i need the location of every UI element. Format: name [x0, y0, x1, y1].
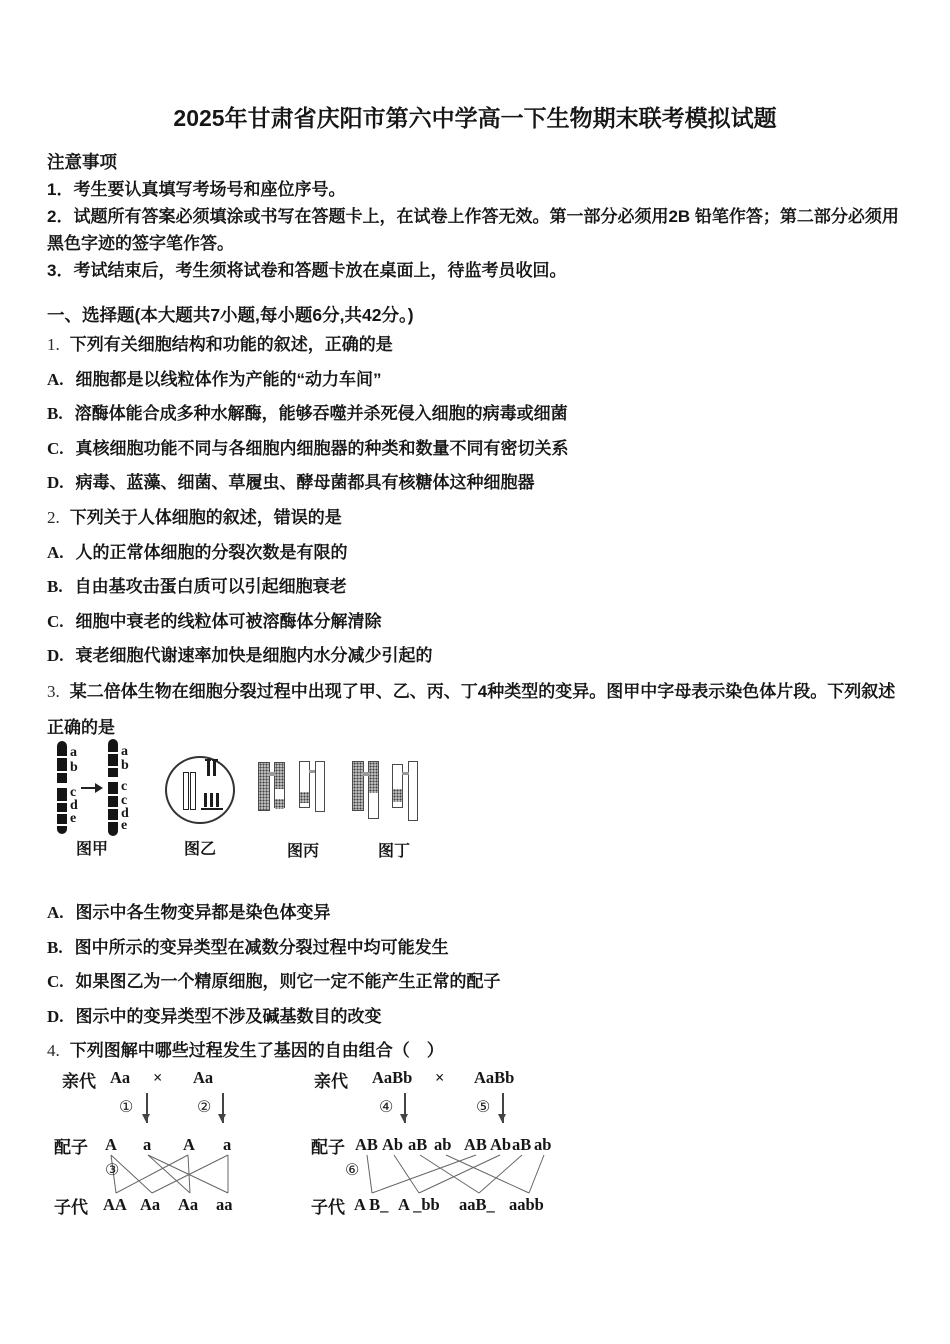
- shaded-segment: [393, 789, 402, 802]
- chromosome-before: [57, 741, 67, 834]
- parent-genotype: AaBb: [474, 1067, 515, 1087]
- cell-chromosome-bar: [204, 793, 207, 807]
- segment-divider: [108, 794, 118, 796]
- segment-label: d: [70, 797, 78, 813]
- figure-caption-ding: 图丁: [378, 842, 411, 860]
- option-text: 衰老细胞代谢速率加快是细胞内水分减少引起的: [75, 646, 433, 666]
- down-arrow-icon: [502, 1093, 504, 1123]
- gamete: aB: [408, 1134, 428, 1154]
- question-3-text: 某二倍体生物在细胞分裂过程中出现了甲、乙、丙、丁4种类型的变异。图甲中字母表示染色体片段。下列叙述正确的是: [47, 681, 896, 737]
- cell-outline: [165, 756, 235, 824]
- page-title: 2025年甘肃省庆阳市第六中学高一下生物期末联考模拟试题: [173, 105, 777, 131]
- cell-chromosome-bar: [213, 761, 216, 776]
- figure-caption-yi: 图乙: [184, 840, 217, 858]
- segment-divider: [57, 771, 67, 773]
- chromatid-white: [408, 761, 418, 821]
- question-4-text: 下列图解中哪些过程发生了基因的自由组合（ ）: [69, 1041, 444, 1061]
- parent-genotype: Aa: [193, 1067, 214, 1087]
- segment-label: d: [121, 805, 129, 821]
- option-letter: A.: [47, 542, 64, 562]
- question-1-option-c: [47, 432, 910, 467]
- chromosome-variation-figure: [0, 732, 950, 896]
- segment-label: e: [121, 817, 128, 833]
- down-arrow-icon: [404, 1093, 406, 1123]
- offspring-genotype: Aa: [140, 1194, 161, 1214]
- segment-label: c: [121, 778, 128, 794]
- parents-label: 亲代: [314, 1071, 348, 1091]
- shaded-segment: [369, 762, 378, 793]
- shaded-segment: [300, 792, 309, 803]
- shaded-segment: [275, 763, 284, 789]
- question-2-option-c: [47, 605, 910, 640]
- option-letter: D.: [47, 1006, 64, 1026]
- gamete: AB: [355, 1134, 378, 1154]
- option-text: 真核细胞功能不同与各细胞内细胞器的种类和数量不同有密切关系: [75, 438, 569, 458]
- segment-divider: [108, 807, 118, 809]
- offspring-genotype: A B_: [354, 1194, 389, 1214]
- question-3-option-a: [47, 896, 910, 931]
- parents-label: 亲代: [62, 1071, 96, 1091]
- segment-divider: [108, 820, 118, 822]
- gametes-label: 配子: [54, 1137, 88, 1157]
- figure-caption-jia: 图甲: [76, 840, 109, 858]
- option-text: 自由基攻击蛋白质可以引起细胞衰老: [74, 577, 347, 597]
- offspring-genotype: A _bb: [398, 1194, 440, 1214]
- question-3-option-c: [47, 965, 910, 1000]
- figure-caption-bing: 图丙: [287, 842, 320, 860]
- segment-label: b: [121, 757, 129, 773]
- question-2-stem: [47, 501, 910, 536]
- question-1-number: 1.: [47, 335, 60, 354]
- gamete: a: [223, 1134, 232, 1154]
- centromere-bridge: [363, 772, 369, 776]
- question-3-option-d: [47, 1000, 910, 1035]
- centromere-bridge: [402, 772, 409, 775]
- option-letter: D.: [47, 473, 64, 493]
- offspring-genotype: AA: [103, 1194, 127, 1214]
- process-circle-6: ⑥: [345, 1161, 360, 1179]
- option-text: 溶酶体能合成多种水解酶，能够吞噬并杀死侵入细胞的病毒或细菌: [74, 404, 568, 424]
- option-text: 病毒、蓝藻、细菌、草履虫、酵母菌都具有核糖体这种细胞器: [75, 473, 535, 493]
- offspring-genotype: Aa: [178, 1194, 199, 1214]
- centromere-notch: [108, 777, 118, 782]
- gamete: aB: [512, 1134, 532, 1154]
- chromatid-mixed: [392, 764, 403, 808]
- gametes-label: 配子: [311, 1137, 345, 1157]
- parent-genotype: Aa: [110, 1067, 131, 1087]
- cell-chromosome-bar: [216, 793, 219, 807]
- chromatid-mixed: [368, 761, 379, 819]
- process-circle-2: ②: [197, 1098, 212, 1116]
- option-text: 人的正常体细胞的分裂次数是有限的: [75, 542, 348, 562]
- segment-label: a: [121, 743, 128, 759]
- option-text: 细胞都是以线粒体作为产能的“动力车间”: [75, 369, 382, 389]
- section-heading: 一、选择题(本大题共7小题,每小题6分,共42分。): [47, 305, 414, 325]
- gamete: ab: [534, 1134, 552, 1154]
- option-letter: D.: [47, 646, 64, 666]
- gamete: A: [183, 1134, 195, 1154]
- cell-chromosome-baseline: [201, 808, 223, 810]
- option-letter: B.: [47, 937, 63, 957]
- option-letter: A.: [47, 902, 64, 922]
- offspring-genotype: aabb: [509, 1194, 544, 1214]
- process-circle-3: ③: [105, 1161, 120, 1179]
- process-circle-4: ④: [379, 1098, 394, 1116]
- gamete: a: [143, 1134, 152, 1154]
- chromatid-mixed: [299, 761, 310, 808]
- question-2-option-a: [47, 536, 910, 571]
- notice-item-3: 3．考试结束后，考生须将试卷和答题卡放在桌面上，待监考员收回。: [47, 261, 567, 280]
- question-1-option-b: [47, 397, 910, 432]
- option-letter: B.: [47, 577, 63, 597]
- down-arrow-icon: [222, 1093, 224, 1123]
- parent-genotype: AaBb: [372, 1067, 413, 1087]
- segment-label: e: [70, 810, 77, 826]
- process-circle-5: ⑤: [476, 1098, 491, 1116]
- genetic-cross-figure: [0, 1059, 950, 1231]
- right-arrow-icon: [81, 787, 101, 789]
- notice-item-2: 2．试题所有答案必须填涂或书写在答题卡上，在试卷上作答无效。第一部分必须用2B 铅笔作答；第二部分必须用黑色字迹的签字笔作答。: [47, 207, 899, 253]
- gamete: ab: [434, 1134, 452, 1154]
- chromatid-white: [315, 761, 325, 812]
- cell-chromosome-bar: [210, 793, 213, 807]
- cross-sign: ×: [153, 1067, 163, 1087]
- question-1-text: 下列有关细胞结构和功能的叙述，正确的是: [69, 335, 393, 354]
- segment-divider: [108, 752, 118, 754]
- gamete: Ab: [490, 1134, 512, 1154]
- segment-divider: [108, 766, 118, 768]
- cell-chromosome-bar: [183, 772, 189, 810]
- segment-label: c: [121, 792, 128, 808]
- question-3-option-b: [47, 931, 910, 966]
- option-letter: A.: [47, 369, 64, 389]
- cell-chromosome-bar: [190, 772, 196, 810]
- chromatid-shaded: [352, 761, 364, 811]
- segment-label: b: [70, 759, 78, 775]
- question-1-stem: [47, 328, 910, 363]
- down-arrow-icon: [146, 1093, 148, 1123]
- centromere-bridge: [309, 770, 315, 773]
- segment-divider: [57, 801, 67, 803]
- offspring-label: 子代: [311, 1197, 345, 1217]
- cross-sign: ×: [435, 1067, 445, 1087]
- chromosome-after: [108, 739, 118, 836]
- question-2-number: 2.: [47, 507, 60, 527]
- segment-label: a: [70, 744, 77, 760]
- option-text: 图中所示的变异类型在减数分裂过程中均可能发生: [74, 937, 449, 957]
- gamete: Ab: [382, 1134, 404, 1154]
- segment-divider: [57, 824, 67, 826]
- question-4-number: 4.: [47, 1041, 60, 1061]
- centromere-bridge: [269, 772, 275, 776]
- option-text: 细胞中衰老的线粒体可被溶酶体分解清除: [75, 611, 382, 631]
- offspring-genotype: aa: [216, 1194, 233, 1214]
- offspring-label: 子代: [54, 1197, 88, 1217]
- option-text: 如果图乙为一个精原细胞，则它一定不能产生正常的配子: [75, 972, 501, 992]
- cell-chromosome-bar: [207, 761, 210, 776]
- chromatid-shaded: [258, 762, 270, 811]
- option-letter: C.: [47, 611, 64, 631]
- option-letter: C.: [47, 972, 64, 992]
- offspring-genotype: aaB_: [459, 1194, 495, 1214]
- segment-divider: [57, 812, 67, 814]
- question-2-text: 下列关于人体细胞的叙述，错误的是: [69, 507, 342, 527]
- question-2-option-d: [47, 639, 910, 674]
- gamete: AB: [464, 1134, 487, 1154]
- centromere-notch: [57, 783, 67, 788]
- option-letter: C.: [47, 438, 64, 458]
- question-2-option-b: [47, 570, 910, 605]
- segment-label: c: [70, 784, 77, 800]
- question-1-option-a: [47, 363, 910, 398]
- shaded-segment: [275, 799, 284, 809]
- option-text: 图示中各生物变异都是染色体变异: [75, 902, 331, 922]
- question-1-option-d: [47, 466, 910, 501]
- option-letter: B.: [47, 404, 63, 424]
- question-3-number: 3.: [47, 681, 60, 701]
- process-circle-1: ①: [119, 1098, 134, 1116]
- notice-heading: 注意事项: [47, 152, 117, 172]
- segment-divider: [57, 756, 67, 758]
- option-text: 图示中的变异类型不涉及碱基数目的改变: [75, 1006, 382, 1026]
- notice-item-1: 1．考生要认真填写考场号和座位序号。: [47, 180, 346, 199]
- chromatid-mixed: [274, 762, 285, 808]
- gamete: A: [105, 1134, 117, 1154]
